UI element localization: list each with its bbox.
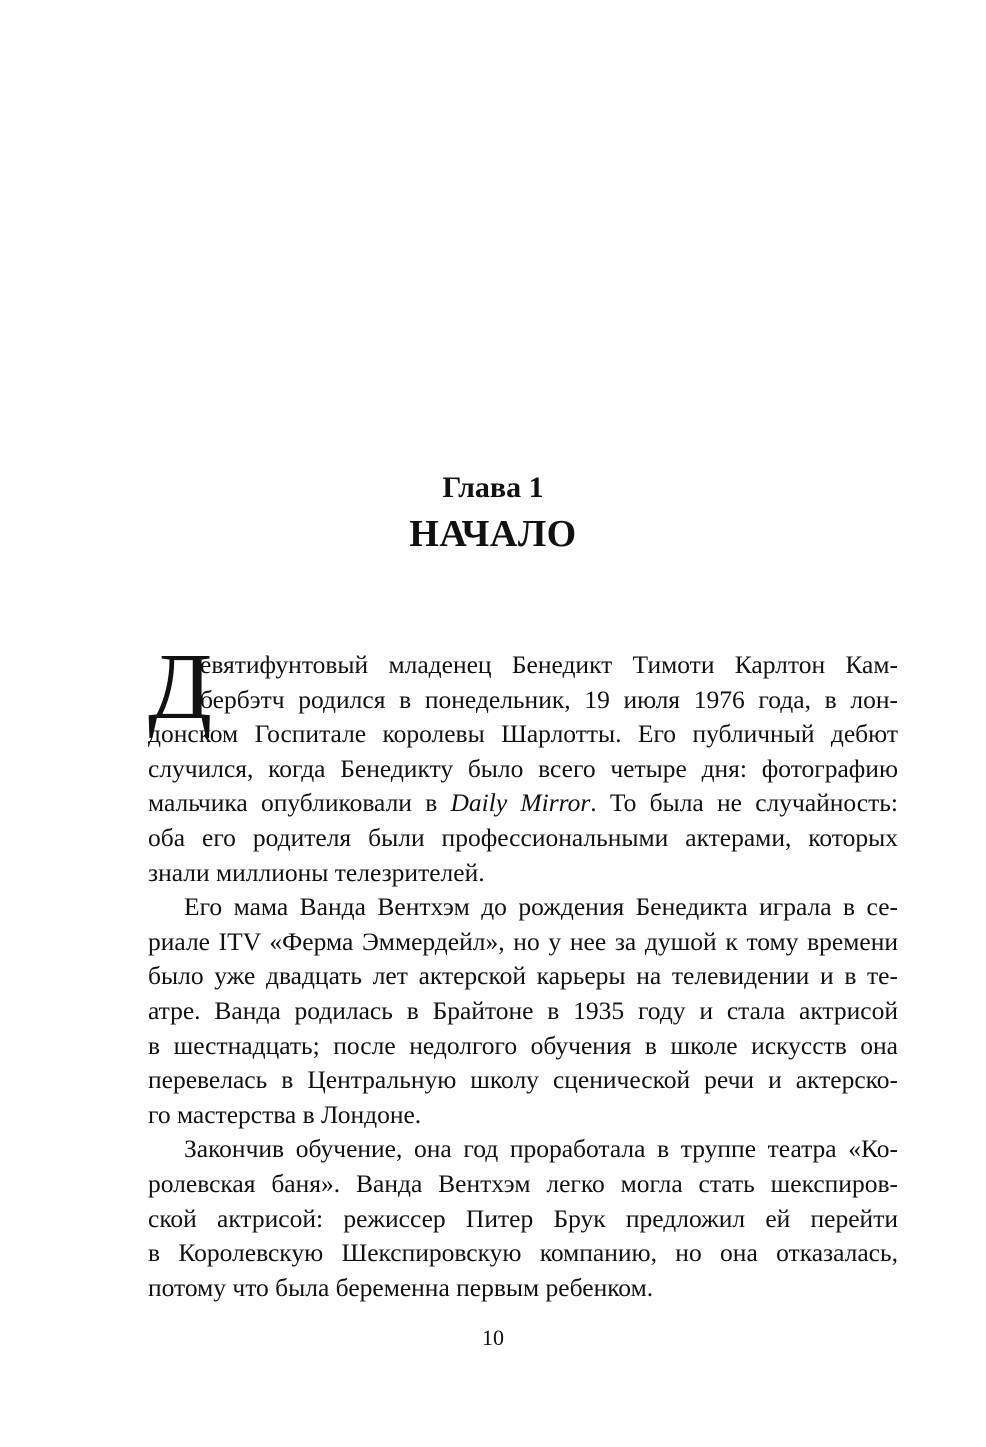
body-text	[148, 635, 898, 1305]
text-line: в Королевскую Шекспировскую компанию, но она отказалась,	[148, 1238, 898, 1268]
text-segment: мальчика опубликовали в	[148, 788, 451, 818]
text-line: Его мама Ванда Вентхэм до рождения Бенедикта играла в се-	[184, 892, 898, 922]
text-line: знали миллионы телезрителей.	[148, 857, 485, 887]
text-line: потому что была беременна первым ребенком.	[148, 1272, 654, 1302]
text-line: ской актрисой: режиссер Питер Брук предложил ей перейти	[148, 1203, 898, 1233]
text-line: бербэтч родился в понедельник, 19 июля 1976 года, в лон-	[200, 684, 898, 714]
text-line: оба его родителя были профессиональными актерами, которых	[148, 822, 898, 852]
text-line	[148, 786, 898, 821]
text-line: ролевская баня». Ванда Вентхэм легко могла стать шекспиров-	[148, 1168, 898, 1198]
text-line: случился, когда Бенедикту было всего четыре дня: фотографию	[148, 753, 898, 783]
publication-name: Daily Mirror	[450, 788, 591, 818]
text-segment: . То была не случайность:	[590, 788, 898, 818]
text-line: донском Госпитале королевы Шарлотты. Его публичный дебют	[148, 719, 898, 749]
page-number: 10	[482, 1325, 504, 1350]
text-line: перевелась в Центральную школу сценической речи и актерско-	[148, 1065, 898, 1095]
text-line: го мастерства в Лондоне.	[148, 1099, 422, 1129]
text-line: риале ITV «Ферма Эммердейл», но у нее за душой к тому времени	[148, 926, 898, 956]
text-line: в шестнадцать; после недолгого обучения в школе искусств она	[148, 1030, 898, 1060]
drop-cap: Д	[148, 635, 213, 739]
text-line: было уже двадцать лет актерской карьеры на телевидении и в те-	[148, 961, 898, 991]
text-line: атре. Ванда родилась в Брайтоне в 1935 году и стала актрисой	[148, 995, 898, 1025]
chapter-number: Глава 1	[442, 471, 544, 504]
text-line: Закончив обучение, она год проработала в труппе театра «Ко-	[184, 1134, 898, 1164]
chapter-title: НАЧАЛО	[409, 513, 577, 555]
text-line: евятифунтовый младенец Бенедикт Тимоти Карлтон Кам-	[200, 650, 898, 679]
